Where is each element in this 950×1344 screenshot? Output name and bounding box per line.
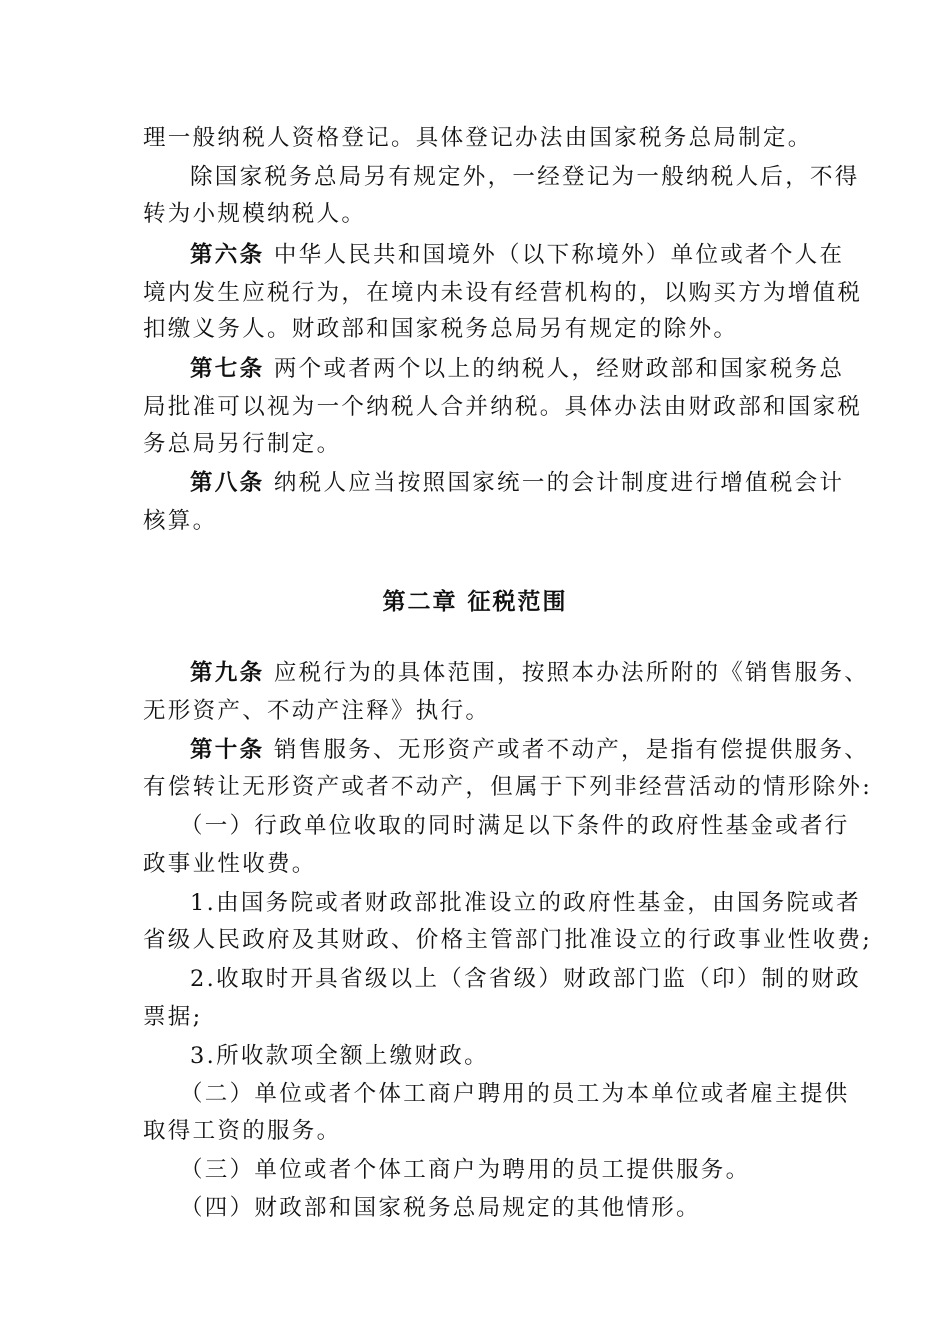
paragraph-line: 转为小规模纳税人。 (143, 201, 367, 227)
paragraph-line: 境内发生应税行为，在境内未设有经营机构的，以购买方为增值税 (143, 280, 863, 306)
article-text: 两个或者两个以上的纳税人，经财政部和国家税务总 (273, 356, 845, 382)
paragraph-line: 取得工资的服务。 (143, 1118, 342, 1144)
article-7-line (190, 355, 844, 383)
list-item: （一）行政单位收取的同时满足以下条件的政府性基金或者行 (180, 813, 850, 839)
list-item: （四）财政部和国家税务总局规定的其他情形。 (180, 1195, 701, 1221)
paragraph-line: 务总局另行制定。 (143, 431, 342, 457)
article-9-label: 第九条 (190, 660, 265, 686)
paragraph-line: 核算。 (143, 508, 218, 534)
list-item: 3.所收款项全额上缴财政。 (190, 1043, 489, 1069)
paragraph-line: 除国家税务总局另有规定外，一经登记为一般纳税人后，不得 (190, 164, 860, 190)
paragraph-line: 有偿转让无形资产或者不动产，但属于下列非经营活动的情形除外: (143, 774, 873, 800)
article-8-line (190, 469, 844, 497)
paragraph-line: 局批准可以视为一个纳税人合并纳税。具体办法由财政部和国家税 (143, 394, 863, 420)
list-item: （二）单位或者个体工商户聘用的员工为本单位或者雇主提供 (180, 1081, 850, 1107)
paragraph-line: 省级人民政府及其财政、价格主管部门批准设立的行政事业性收费; (143, 927, 873, 953)
chapter-heading: 第二章 征税范围 (382, 588, 568, 615)
article-text: 中华人民共和国境外（以下称境外）单位或者个人在 (273, 242, 845, 268)
article-text: 应税行为的具体范围，按照本办法所附的《销售服务、 (273, 660, 870, 686)
list-item: 2.收取时开具省级以上（含省级）财政部门监（印）制的财政 (190, 966, 861, 992)
article-6-label: 第六条 (190, 242, 265, 268)
paragraph-line: 政事业性收费。 (143, 851, 317, 877)
article-10-line (190, 736, 869, 764)
article-10-label: 第十条 (190, 737, 265, 763)
paragraph-line: 扣缴义务人。财政部和国家税务总局另有规定的除外。 (143, 316, 739, 342)
paragraph-line: 无形资产、不动产注释》执行。 (143, 698, 491, 724)
article-text: 销售服务、无形资产或者不动产，是指有偿提供服务、 (273, 737, 870, 763)
article-text: 纳税人应当按照国家统一的会计制度进行增值税会计 (273, 470, 845, 496)
list-item: （三）单位或者个体工商户为聘用的员工提供服务。 (180, 1157, 751, 1183)
article-7-label: 第七条 (190, 356, 265, 382)
article-8-label: 第八条 (190, 470, 265, 496)
paragraph-line: 票据; (143, 1004, 203, 1030)
paragraph-line: 理一般纳税人资格登记。具体登记办法由国家税务总局制定。 (143, 125, 813, 151)
article-6-line (190, 241, 844, 269)
article-9-line (190, 659, 869, 687)
list-item: 1.由国务院或者财政部批准设立的政府性基金，由国务院或者 (190, 890, 861, 916)
